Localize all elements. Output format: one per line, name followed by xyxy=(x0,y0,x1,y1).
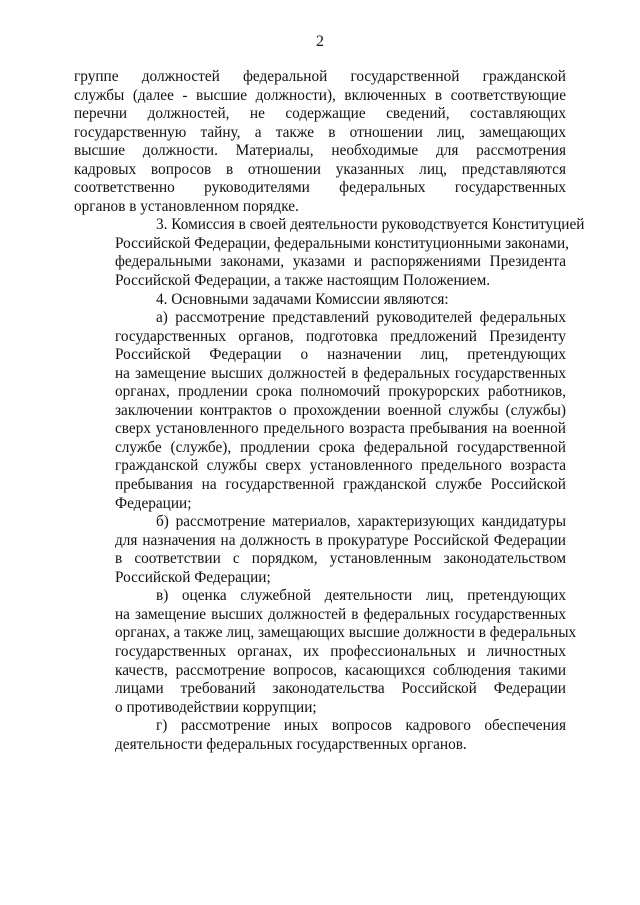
text-line: группе должностей федеральной государственной гражданской xyxy=(74,68,566,85)
text-line: в) оценка служебной деятельности лиц, претендующих xyxy=(156,587,566,605)
text-line: пребывания на государственной гражданской службе Российской xyxy=(115,476,566,494)
text-line: г) рассмотрение иных вопросов кадрового обеспечения xyxy=(156,717,566,735)
text-line: Российской Федерации; xyxy=(115,568,271,586)
text-line: перечни должностей, не содержащие сведений, составляющих xyxy=(74,105,566,123)
page-number: 2 xyxy=(316,33,324,50)
text-line: 4. Основными задачами Комиссии являются: xyxy=(156,290,449,308)
paragraph xyxy=(74,513,566,587)
text-line: Российской Федерации о назначении лиц, претендующих xyxy=(115,346,566,364)
text-line: лицами требований законодательства Российской Федерации xyxy=(115,680,566,698)
text-line: заключении контрактов о прохождении военной службы (службы) xyxy=(115,401,566,419)
text-line: а) рассмотрение представлений руководителей федеральных xyxy=(156,309,566,327)
paragraph xyxy=(74,68,566,216)
paragraph xyxy=(74,717,566,754)
text-line: для назначения на должность в прокуратуре Российской Федерации xyxy=(115,531,566,549)
paragraph xyxy=(74,216,585,290)
text-line: 3. Комиссия в своей деятельности руководствуется Конституцией xyxy=(156,216,585,234)
paragraph xyxy=(74,587,577,717)
text-line: государственных органов, подготовка предложений Президенту xyxy=(115,327,566,345)
text-line: б) рассмотрение материалов, характеризующих кандидатуры xyxy=(156,513,566,531)
paragraph xyxy=(74,309,566,513)
text-line: Федерации; xyxy=(115,494,192,512)
document-body xyxy=(74,68,585,754)
text-line: органах, продлении срока полномочий прокурорских работников, xyxy=(115,383,566,401)
text-line: государственную тайну, а также в отношении лиц, замещающих xyxy=(74,123,566,141)
text-line: качеств, рассмотрение вопросов, касающихся соблюдения такими xyxy=(115,661,566,679)
text-line: о противодействии коррупции; xyxy=(115,698,317,716)
text-line: соответственно руководителями федеральных государственных xyxy=(74,179,566,197)
text-line: Российской Федерации, федеральными конституционными законами, xyxy=(115,234,569,252)
text-line: сверх установленного предельного возраста пребывания на военной xyxy=(115,420,566,438)
text-line: государственных органах, их профессиональных и личностных xyxy=(115,642,566,660)
text-line: службе (службе), продлении срока федеральной государственной xyxy=(115,438,566,456)
text-line: в соответствии с порядком, установленным законодательством xyxy=(115,550,566,568)
text-line: кадровых вопросов в отношении указанных лиц, представляются xyxy=(74,160,566,178)
text-line: органах, а также лиц, замещающих высшие должности в федеральных xyxy=(115,624,577,642)
text-line: на замещение высших должностей в федеральных государственных xyxy=(115,364,566,382)
text-line: федеральными законами, указами и распоряжениями Президента xyxy=(115,253,566,271)
text-line: службы (далее - высшие должности), включенных в соответствующие xyxy=(74,86,566,104)
text-line: деятельности федеральных государственных органов. xyxy=(115,735,467,753)
paragraph xyxy=(74,291,566,310)
text-line: Российской Федерации, а также настоящим Положением. xyxy=(115,272,491,290)
text-line: органов в установленном порядке. xyxy=(74,197,299,215)
text-line: высшие должности. Материалы, необходимые для рассмотрения xyxy=(74,142,566,160)
text-line: на замещение высших должностей в федеральных государственных xyxy=(115,605,566,623)
text-line: гражданской службы сверх установленного предельного возраста xyxy=(115,457,566,475)
